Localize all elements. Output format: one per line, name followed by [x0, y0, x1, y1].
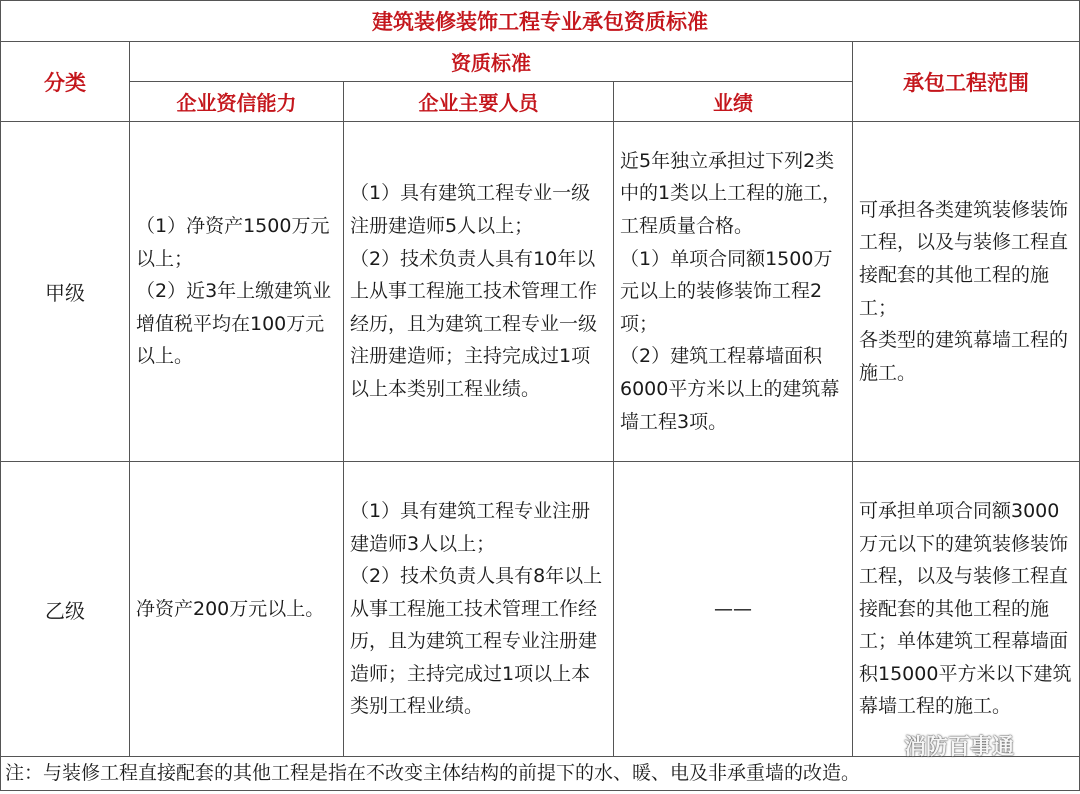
scope-cell: [853, 122, 1080, 462]
personnel-line: （2）技术负责人具有8年以上从事工程施工技术管理工作经历，且为建筑工程专业注册建造师；主持完成过1项以上本类别工程业绩。: [350, 565, 603, 718]
grade-label: 乙级: [1, 462, 130, 757]
table-note: 注：与装修工程直接配套的其他工程是指在不改变主体结构的前提下的水、暖、电及非承重墙的改造。: [1, 757, 1080, 791]
table-row-grade-b: [1, 462, 1080, 757]
grade-label: 甲级: [1, 122, 130, 462]
watermark: [866, 728, 1014, 762]
performance-line: 近5年独立承担过下列2类中的1类以上工程的施工，工程质量合格。: [620, 149, 842, 238]
performance-cell: [614, 122, 853, 462]
performance-line: （2）建筑工程幕墙面积6000平方米以上的建筑幕墙工程3项。: [620, 345, 840, 433]
personnel-cell: [344, 462, 614, 757]
scope-line: 各类型的建筑幕墙工程的施工。: [859, 329, 1069, 384]
header-performance: 业绩: [614, 82, 853, 122]
personnel-line: （1）具有建筑工程专业注册建造师3人以上；: [350, 499, 591, 555]
table-row-grade-a: [1, 122, 1080, 462]
personnel-line: （1）具有建筑工程专业一级注册建造师5人以上；: [350, 182, 591, 238]
header-category: 分类: [1, 42, 130, 122]
performance-line: （1）单项合同额1500万元以上的装修装饰工程2项；: [620, 247, 833, 335]
scope-line: 可承担单项合同额3000万元以下的建筑装修装饰工程，以及与装修工程直接配套的其他工程的施工；单体建筑工程幕墙面积15000平方米以下建筑幕墙工程的施工。: [859, 499, 1072, 718]
header-scope: 承包工程范围: [853, 42, 1080, 122]
personnel-line: （2）技术负责人具有10年以上从事工程施工技术管理工作经历，且为建筑工程专业一级注册建造师；主持完成过1项以上本类别工程业绩。: [350, 247, 598, 400]
table-title: 建筑装修装饰工程专业承包资质标准: [1, 1, 1080, 42]
performance-cell: [614, 462, 853, 757]
scope-cell: [853, 462, 1080, 757]
performance-line: ——: [714, 597, 752, 620]
header-standard: 资质标准: [130, 42, 853, 82]
personnel-cell: [344, 122, 614, 462]
watermark-text: 消防百事通: [904, 734, 1015, 760]
capability-line: 净资产200万元以上。: [136, 597, 325, 620]
header-capability: 企业资信能力: [130, 82, 344, 122]
capability-cell: [130, 122, 344, 462]
capability-line: （1）净资产1500万元以上；: [136, 215, 330, 270]
wechat-icon: [866, 732, 896, 758]
capability-line: （2）近3年上缴建筑业增值税平均在100万元以上。: [136, 280, 332, 368]
scope-line: 可承担各类建筑装修装饰工程，以及与装修工程直接配套的其他工程的施工；: [859, 198, 1069, 319]
header-personnel: 企业主要人员: [344, 82, 614, 122]
capability-cell: [130, 462, 344, 757]
